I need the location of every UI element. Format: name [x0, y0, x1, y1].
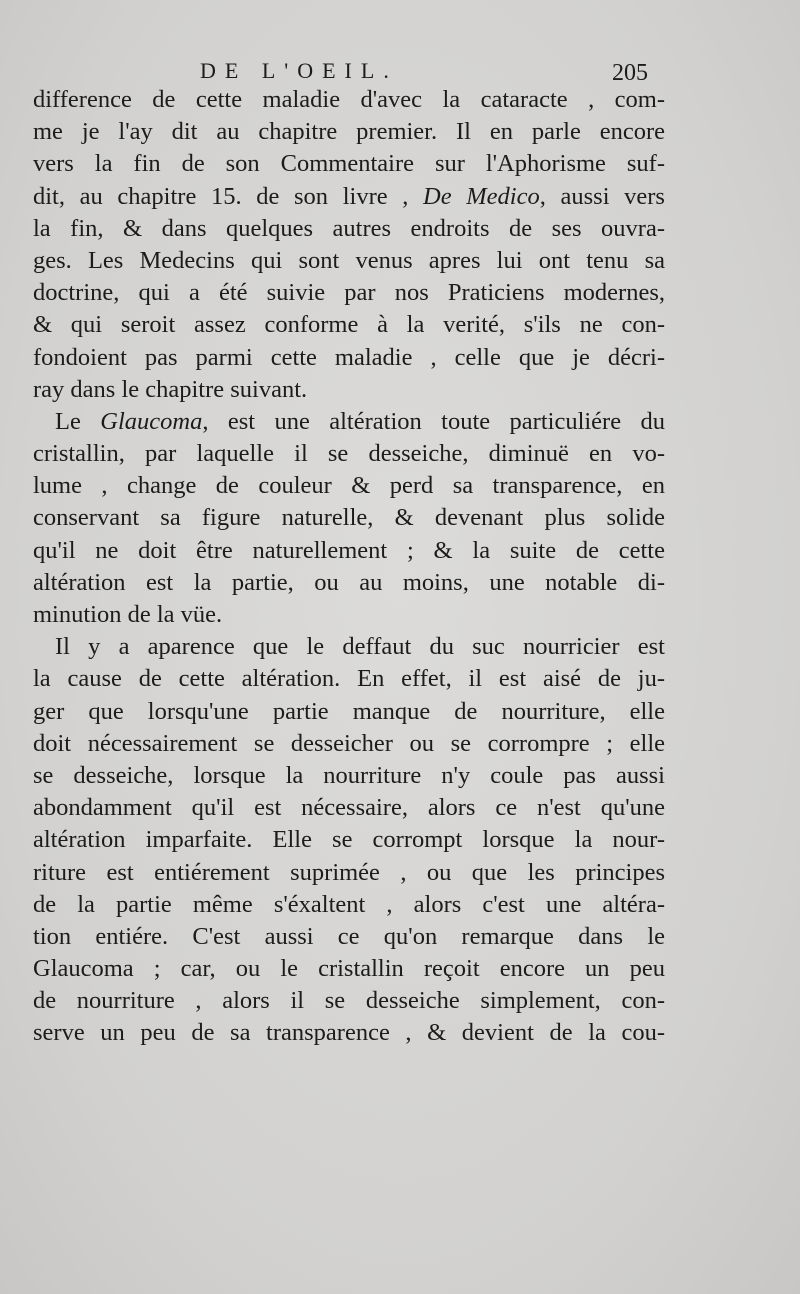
text-line: dit, au chapitre 15. de son livre , De Medico, aussi vers — [33, 182, 665, 210]
text-line: Glaucoma ; car, ou le cristallin reçoit encore un peu — [33, 955, 665, 983]
text-line: se desseiche, lorsque la nourriture n'y coule pas aussi — [33, 761, 665, 789]
text-line: doit nécessairement se desseicher ou se corrompre ; elle — [33, 729, 665, 757]
text-line: qu'il ne doit être naturellement ; & la suite de cette — [33, 536, 665, 564]
text-line: fondoient pas parmi cette maladie , celle que je décri- — [33, 343, 665, 371]
text-line: ges. Les Medecins qui sont venus apres lui ont tenu sa — [33, 246, 665, 274]
running-title: DE L'OEIL. — [200, 58, 398, 83]
text-line: riture est entiérement suprimée , ou que les principes — [33, 858, 665, 886]
page-number: 205 — [612, 60, 648, 86]
text-line: abondamment qu'il est nécessaire, alors ce n'est qu'une — [33, 794, 665, 822]
text-line: me je l'ay dit au chapitre premier. Il en parle encore — [33, 118, 665, 146]
text-line: la cause de cette altération. En effet, il est aisé de ju- — [33, 665, 665, 693]
text-line: minution de la vüe. — [33, 601, 223, 628]
text-line: serve un peu de sa transparence , & devient de la cou- — [33, 1019, 665, 1047]
text-line: de la partie même s'éxaltent , alors c'est une altéra- — [33, 890, 665, 918]
text-line: Il y a aparence que le deffaut du suc nourricier est — [55, 633, 665, 661]
text-line: la fin, & dans quelques autres endroits de ses ouvra- — [33, 214, 665, 242]
text-line: cristallin, par laquelle il se desseiche, diminuë en vo- — [33, 440, 665, 468]
text-line: conservant sa figure naturelle, & devenant plus solide — [33, 504, 665, 532]
text-line: ray dans le chapitre suivant. — [33, 375, 308, 403]
text-line: de nourriture , alors il se desseiche simplement, con- — [33, 987, 665, 1015]
text-line: doctrine, qui a été suivie par nos Praticiens modernes, — [33, 279, 665, 307]
body-text — [33, 84, 665, 1050]
text-line: tion entiére. C'est aussi ce qu'on remarque dans le — [33, 922, 665, 950]
text-line: difference de cette maladie d'avec la cataracte , com- — [33, 86, 665, 113]
text-line: & qui seroit assez conforme à la verité, s'ils ne con- — [33, 311, 665, 339]
text-line: altération imparfaite. Elle se corrompt lorsque la nour- — [33, 826, 665, 854]
text-line: Le Glaucoma, est une altération toute particuliére du — [55, 407, 665, 435]
text-line: lume , change de couleur & perd sa transparence, en — [33, 472, 665, 500]
text-line: ger que lorsqu'une partie manque de nourriture, elle — [33, 697, 665, 725]
text-line: altération est la partie, ou au moins, une notable di- — [33, 568, 665, 596]
text-line: vers la fin de son Commentaire sur l'Aphorisme suf- — [33, 150, 665, 178]
